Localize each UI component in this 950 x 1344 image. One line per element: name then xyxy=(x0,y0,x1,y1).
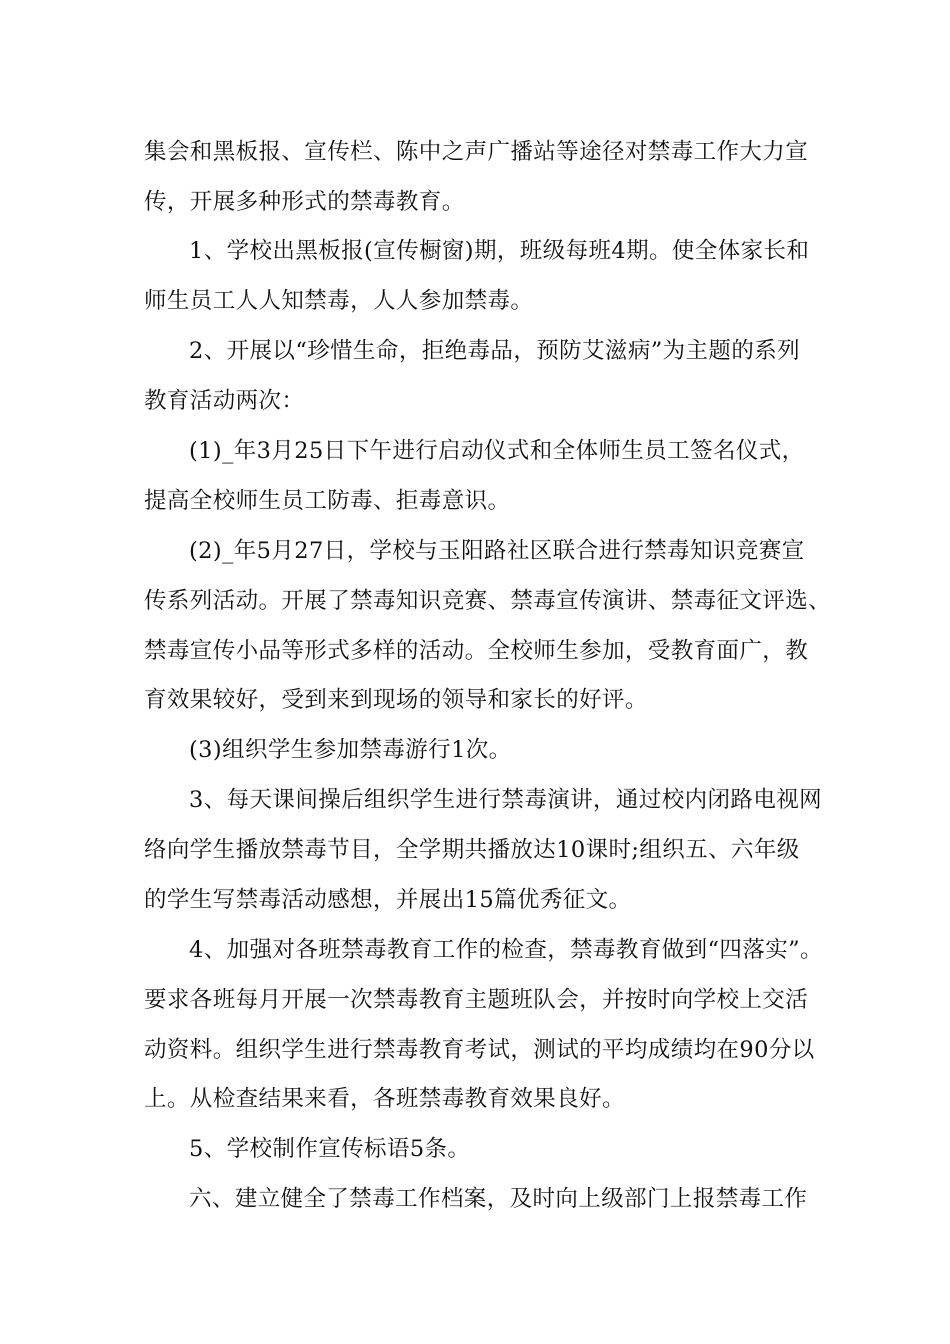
text-line: 上。从检查结果来看，各班禁毒教育效果良好。 xyxy=(144,1086,625,1112)
text-line: 育效果较好，受到来到现场的领导和家长的好评。 xyxy=(144,687,648,713)
text-line: 的学生写禁毒活动感想，并展出15篇优秀征文。 xyxy=(144,887,632,913)
text-line: 络向学生播放禁毒节目，全学期共播放达10课时;组织五、六年级 xyxy=(144,837,800,863)
text-line: 4、加强对各班禁毒教育工作的检查，禁毒教育做到“四落实”。 xyxy=(189,937,823,963)
text-line: 师生员工人人知禁毒，人人参加禁毒。 xyxy=(144,288,534,314)
text-line: 提高全校师生员工防毒、拒毒意识。 xyxy=(144,488,511,514)
text-line: 要求各班每月开展一次禁毒教育主题班队会，并按时向学校上交活 xyxy=(144,987,809,1013)
text-line: 集会和黑板报、宣传栏、陈中之声广播站等途径对禁毒工作大力宣 xyxy=(144,139,809,165)
text-line: (2)_年5月27日，学校与玉阳路社区联合进行禁毒知识竞赛宣 xyxy=(189,538,805,564)
text-line: 六、建立健全了禁毒工作档案，及时向上级部门上报禁毒工作 xyxy=(189,1186,808,1212)
text-line: 教育活动两次： xyxy=(144,388,305,414)
text-line: 传系列活动。开展了禁毒知识竞赛、禁毒宣传演讲、禁毒征文评选、 xyxy=(144,588,832,614)
text-line: 传，开展多种形式的禁毒教育。 xyxy=(144,189,465,215)
text-line: 1、学校出黑板报(宣传橱窗)期，班级每班4期。使全体家长和 xyxy=(189,238,810,264)
text-line: (1)_年3月25日下午进行启动仪式和全体师生员工签名仪式， xyxy=(189,438,805,464)
text-line: 5、学校制作宣传标语5条。 xyxy=(189,1136,471,1162)
text-line: 3、每天课间操后组织学生进行禁毒演讲，通过校内闭路电视网 xyxy=(189,787,823,813)
text-line: 2、开展以“珍惜生命，拒绝毒品，预防艾滋病”为主题的系列 xyxy=(189,338,801,364)
text-line: 动资料。组织学生进行禁毒教育考试，测试的平均成绩均在90分以 xyxy=(144,1037,815,1063)
text-line: 禁毒宣传小品等形式多样的活动。全校师生参加，受教育面广，教 xyxy=(144,638,809,664)
text-line: (3)组织学生参加禁毒游行1次。 xyxy=(189,737,512,763)
